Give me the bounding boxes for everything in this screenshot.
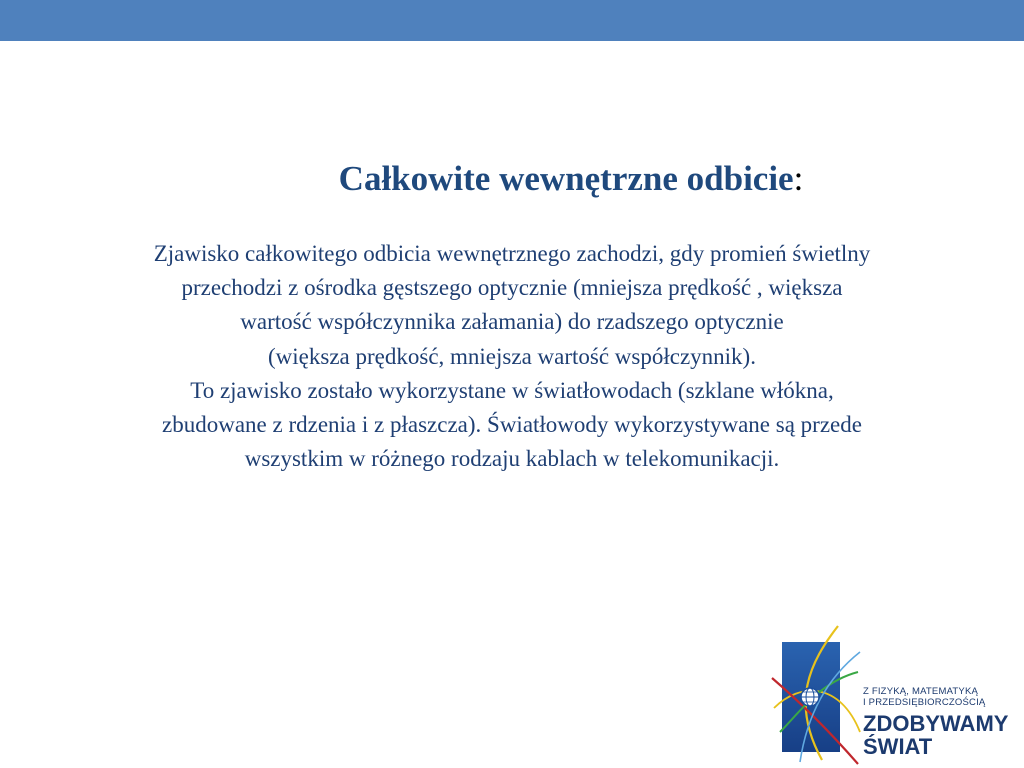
body-line: (większa prędkość, mniejsza wartość współczynnik).: [268, 343, 756, 369]
body-line: wartość współczynnika załamania) do rzadszego optycznie: [240, 309, 784, 335]
slide-title-colon: :: [793, 159, 804, 198]
body-line: To zjawisko zostało wykorzystane w światłowodach (szklane włókna,: [190, 377, 834, 403]
body-line: przechodzi z ośrodka gęstszego optycznie (mniejsza prędkość , większa: [181, 275, 843, 301]
globe-icon: [801, 688, 819, 706]
slide-title: [0, 157, 1024, 201]
logo-line-1: Z FIZYKĄ, MATEMATYKĄ: [863, 686, 979, 697]
top-bar: [0, 0, 1024, 41]
project-logo: [770, 622, 1024, 768]
body-text: [40, 237, 984, 476]
body-line: zbudowane z rdzenia i z płaszcza). Światłowody wykorzystywane są przede: [162, 412, 862, 438]
body-line: Zjawisko całkowitego odbicia wewnętrznego zachodzi, gdy promień świetlny: [153, 241, 871, 266]
body-line: wszystkim w różnego rodzaju kablach w telekomunikacji.: [244, 446, 780, 472]
logo-line-2: I PRZEDSIĘBIORCZOŚCIĄ: [863, 697, 986, 708]
slide-title-text: Całkowite wewnętrzne odbicie: [338, 159, 794, 198]
logo-line-4: ŚWIAT: [863, 734, 933, 759]
logo-caption: [863, 686, 1024, 758]
atom-orbits-graphic: [770, 622, 862, 768]
logo-line-3: ZDOBYWAMY: [863, 711, 1009, 736]
